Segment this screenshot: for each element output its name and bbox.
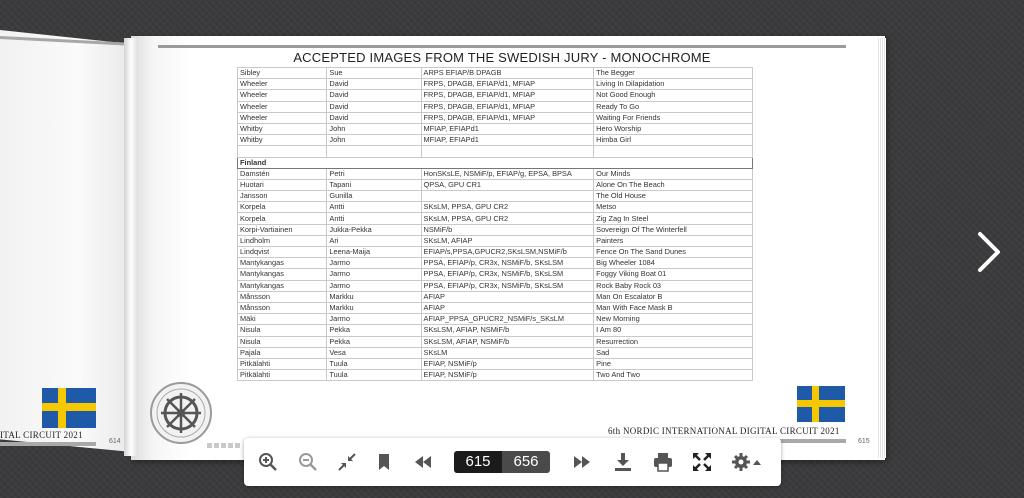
first-name-cell: Ari xyxy=(327,235,421,246)
last-name-cell: Pajala xyxy=(238,347,327,358)
image-title-cell: Our Minds xyxy=(594,168,753,179)
first-name-cell: David xyxy=(327,79,421,90)
image-title-cell: New Morning xyxy=(594,314,753,325)
zoom-in-icon xyxy=(256,450,280,474)
last-name-cell: Sibley xyxy=(238,68,327,79)
distinctions-cell: MFIAP, EFIAPd1 xyxy=(421,135,594,146)
last-name-cell: Pitkälahti xyxy=(238,358,327,369)
first-name-cell: John xyxy=(327,135,421,146)
first-name-cell: Vesa xyxy=(327,347,421,358)
table-row xyxy=(238,68,753,79)
image-title-cell: Sovereign Of The Winterfell xyxy=(594,224,753,235)
first-name-cell: Pekka xyxy=(327,325,421,336)
section-row xyxy=(238,157,753,168)
distinctions-cell: QPSA, GPU CR1 xyxy=(421,179,594,190)
first-page-icon xyxy=(411,450,435,474)
table-row xyxy=(238,325,753,336)
print-icon xyxy=(651,450,675,474)
footer-rule-right xyxy=(780,439,846,443)
distinctions-cell: PPSA, EFIAP/p, CR3x, NSMiF/b, SKsLSM xyxy=(421,280,594,291)
first-name-cell: Leena-Maija xyxy=(327,247,421,258)
last-name-cell: Mantykangas xyxy=(238,269,327,280)
table-row xyxy=(238,123,753,134)
table-row xyxy=(238,135,753,146)
first-name-cell: Antti xyxy=(327,202,421,213)
last-name-cell: Wheeler xyxy=(238,112,327,123)
first-name-cell: David xyxy=(327,90,421,101)
first-name-cell: Sue xyxy=(327,68,421,79)
document-title: ACCEPTED IMAGES FROM THE SWEDISH JURY - MONOCHROME xyxy=(293,50,711,65)
table-row xyxy=(238,291,753,302)
distinctions-cell: EFIAP, NSMiF/p xyxy=(421,358,594,369)
table-row xyxy=(238,224,753,235)
footer-rule-left xyxy=(0,442,96,446)
first-name-cell: David xyxy=(327,101,421,112)
table-row xyxy=(238,235,753,246)
first-name-cell: Markku xyxy=(327,291,421,302)
table-row xyxy=(238,280,753,291)
last-name-cell: Månsson xyxy=(238,302,327,313)
page-dots xyxy=(207,443,240,448)
settings-icon xyxy=(730,450,766,474)
left-page-number: 614 xyxy=(109,438,121,445)
distinctions-cell: AFIAP xyxy=(421,302,594,313)
image-title-cell: Resurrection xyxy=(594,336,753,347)
image-title-cell: Fence On The Sand Dunes xyxy=(594,247,753,258)
last-name-cell: Lindholm xyxy=(238,235,327,246)
page-indicator[interactable] xyxy=(454,451,550,473)
settings-button[interactable] xyxy=(730,450,766,474)
image-title-cell: Hero Worship xyxy=(594,123,753,134)
table-row xyxy=(238,258,753,269)
table-row xyxy=(238,191,753,202)
first-name-cell: Pekka xyxy=(327,336,421,347)
first-name-cell: David xyxy=(327,112,421,123)
last-name-cell: Korpela xyxy=(238,213,327,224)
distinctions-cell: SKsLM, AFIAP xyxy=(421,235,594,246)
fit-icon xyxy=(335,450,359,474)
zoom-out-button[interactable] xyxy=(296,450,320,474)
image-title-cell: Painters xyxy=(594,235,753,246)
image-title-cell: Rock Baby Rock 03 xyxy=(594,280,753,291)
table-row xyxy=(238,112,753,123)
footer-right-text: 6th NORDIC INTERNATIONAL DIGITAL CIRCUIT 2021 xyxy=(608,426,840,436)
first-name-cell: Gunilla xyxy=(327,191,421,202)
distinctions-cell: SKsLSM, AFIAP, NSMiF/b xyxy=(421,336,594,347)
distinctions-cell: PPSA, EFIAP/p, CR3x, NSMiF/b, SKsLSM xyxy=(421,269,594,280)
table-row xyxy=(238,79,753,90)
last-page-button[interactable] xyxy=(570,450,594,474)
last-name-cell: Whitby xyxy=(238,123,327,134)
bookmark-icon xyxy=(372,450,396,474)
distinctions-cell: FRPS, DPAGB, EFIAP/d1, MFIAP xyxy=(421,90,594,101)
distinctions-cell: PPSA, EFIAP/p, CR3x, NSMiF/b, SKsLSM xyxy=(421,258,594,269)
last-name-cell: Månsson xyxy=(238,291,327,302)
last-name-cell: Wheeler xyxy=(238,101,327,112)
page-stack-edge xyxy=(878,38,886,458)
distinctions-cell: FRPS, DPAGB, EFIAP/d1, MFIAP xyxy=(421,101,594,112)
last-name-cell: Mantykangas xyxy=(238,280,327,291)
first-name-cell: Tuula xyxy=(327,358,421,369)
first-name-cell xyxy=(327,146,421,157)
last-name-cell: Nisula xyxy=(238,336,327,347)
table-row xyxy=(238,302,753,313)
section-label: Finland xyxy=(238,157,753,168)
table-row xyxy=(238,347,753,358)
table-row xyxy=(238,358,753,369)
image-title-cell: Waiting For Friends xyxy=(594,112,753,123)
last-name-cell: Wheeler xyxy=(238,90,327,101)
image-title-cell: Zig Zag In Steel xyxy=(594,213,753,224)
last-name-cell: Pitkälahti xyxy=(238,370,327,381)
image-title-cell: Man With Face Mask B xyxy=(594,302,753,313)
distinctions-cell: EFIAP, NSMiF/p xyxy=(421,370,594,381)
distinctions-cell: EFIAP/s,PPSA,GPUCR2,SKsLSM,NSMiF/b xyxy=(421,247,594,258)
table-row xyxy=(238,213,753,224)
last-name-cell: Lindqvist xyxy=(238,247,327,258)
first-name-cell: Jukka-Pekka xyxy=(327,224,421,235)
total-pages-number: 656 xyxy=(502,451,550,473)
table-row xyxy=(238,314,753,325)
fullscreen-icon xyxy=(690,450,714,474)
first-name-cell: Markku xyxy=(327,302,421,313)
last-name-cell: Mantykangas xyxy=(238,258,327,269)
distinctions-cell: SKsLM xyxy=(421,347,594,358)
distinctions-cell: NSMiF/b xyxy=(421,224,594,235)
distinctions-cell: ARPS EFIAP/B DPAGB xyxy=(421,68,594,79)
image-title-cell: Big Wheeler 1084 xyxy=(594,258,753,269)
image-title-cell: Pine xyxy=(594,358,753,369)
table-row xyxy=(238,168,753,179)
last-name-cell: Whitby xyxy=(238,135,327,146)
fullscreen-button[interactable] xyxy=(690,450,714,474)
download-button[interactable] xyxy=(611,450,635,474)
image-title-cell: Two And Two xyxy=(594,370,753,381)
image-title-cell: I Am 80 xyxy=(594,325,753,336)
fit-page-button[interactable] xyxy=(335,450,359,474)
first-name-cell: Jarmo xyxy=(327,280,421,291)
footer-left-text: ITAL CIRCUIT 2021 xyxy=(0,430,83,440)
last-name-cell: Korpela xyxy=(238,202,327,213)
first-page-button[interactable] xyxy=(411,450,435,474)
table-row xyxy=(238,247,753,258)
image-title-cell xyxy=(594,146,753,157)
image-title-cell: Sad xyxy=(594,347,753,358)
table-row xyxy=(238,101,753,112)
last-name-cell: Korpi-Vartiainen xyxy=(238,224,327,235)
table-row xyxy=(238,202,753,213)
table-row xyxy=(238,370,753,381)
image-title-cell: The Old House xyxy=(594,191,753,202)
first-name-cell: Jarmo xyxy=(327,314,421,325)
last-name-cell: Mäki xyxy=(238,314,327,325)
table-row xyxy=(238,90,753,101)
last-name-cell: Jansson xyxy=(238,191,327,202)
last-name-cell: Nisula xyxy=(238,325,327,336)
table-row xyxy=(238,146,753,157)
swedish-flag-left xyxy=(42,388,96,428)
distinctions-cell xyxy=(421,191,594,202)
viewer-toolbar xyxy=(244,438,781,486)
first-name-cell: Jarmo xyxy=(327,258,421,269)
distinctions-cell: SKsLM, PPSA, GPU CR2 xyxy=(421,213,594,224)
image-title-cell: Himba Girl xyxy=(594,135,753,146)
table-row xyxy=(238,336,753,347)
first-name-cell: Antti xyxy=(327,213,421,224)
bookmark-button[interactable] xyxy=(372,450,396,474)
table-row xyxy=(238,269,753,280)
last-name-cell: Wheeler xyxy=(238,79,327,90)
distinctions-cell: AFIAP xyxy=(421,291,594,302)
image-title-cell: The Begger xyxy=(594,68,753,79)
first-name-cell: Jarmo xyxy=(327,269,421,280)
zoom-out-icon xyxy=(296,450,320,474)
last-name-cell xyxy=(238,146,327,157)
table-row xyxy=(238,179,753,190)
distinctions-cell: SKsLSM, AFIAP, NSMiF/b xyxy=(421,325,594,336)
image-title-cell: Metso xyxy=(594,202,753,213)
last-page-icon xyxy=(570,450,594,474)
print-button[interactable] xyxy=(651,450,675,474)
first-name-cell: Petri xyxy=(327,168,421,179)
last-name-cell: Damstén xyxy=(238,168,327,179)
image-title-cell: Man On Escalator B xyxy=(594,291,753,302)
first-name-cell: John xyxy=(327,123,421,134)
chevron-right-icon xyxy=(968,228,1008,276)
image-title-cell: Living In Dilapidation xyxy=(594,79,753,90)
distinctions-cell: SKsLM, PPSA, GPU CR2 xyxy=(421,202,594,213)
image-title-cell: Foggy Viking Boat 01 xyxy=(594,269,753,280)
header-rule xyxy=(158,45,846,48)
image-title-cell: Not Good Enough xyxy=(594,90,753,101)
distinctions-cell: FRPS, DPAGB, EFIAP/d1, MFIAP xyxy=(421,112,594,123)
distinctions-cell xyxy=(421,146,594,157)
distinctions-cell: AFIAP_PPSA_GPUCR2_NSMiF/s_SKsLM xyxy=(421,314,594,325)
distinctions-cell: MFIAP, EFIAPd1 xyxy=(421,123,594,134)
zoom-in-button[interactable] xyxy=(256,450,280,474)
image-title-cell: Ready To Go xyxy=(594,101,753,112)
first-name-cell: Tapani xyxy=(327,179,421,190)
distinctions-cell: FRPS, DPAGB, EFIAP/d1, MFIAP xyxy=(421,79,594,90)
image-title-cell: Alone On The Beach xyxy=(594,179,753,190)
right-page-number: 615 xyxy=(858,438,870,445)
results-table xyxy=(237,67,753,381)
next-page-arrow[interactable] xyxy=(968,228,1008,276)
distinctions-cell: HonSKsLE, NSMiF/p, EFIAP/g, EPSA, BPSA xyxy=(421,168,594,179)
download-icon xyxy=(611,450,635,474)
first-name-cell: Tuula xyxy=(327,370,421,381)
current-page-number[interactable]: 615 xyxy=(454,451,502,473)
seal-logo-icon xyxy=(149,381,213,445)
book-spine xyxy=(124,38,138,456)
swedish-flag-right xyxy=(797,386,845,422)
last-name-cell: Huotari xyxy=(238,179,327,190)
